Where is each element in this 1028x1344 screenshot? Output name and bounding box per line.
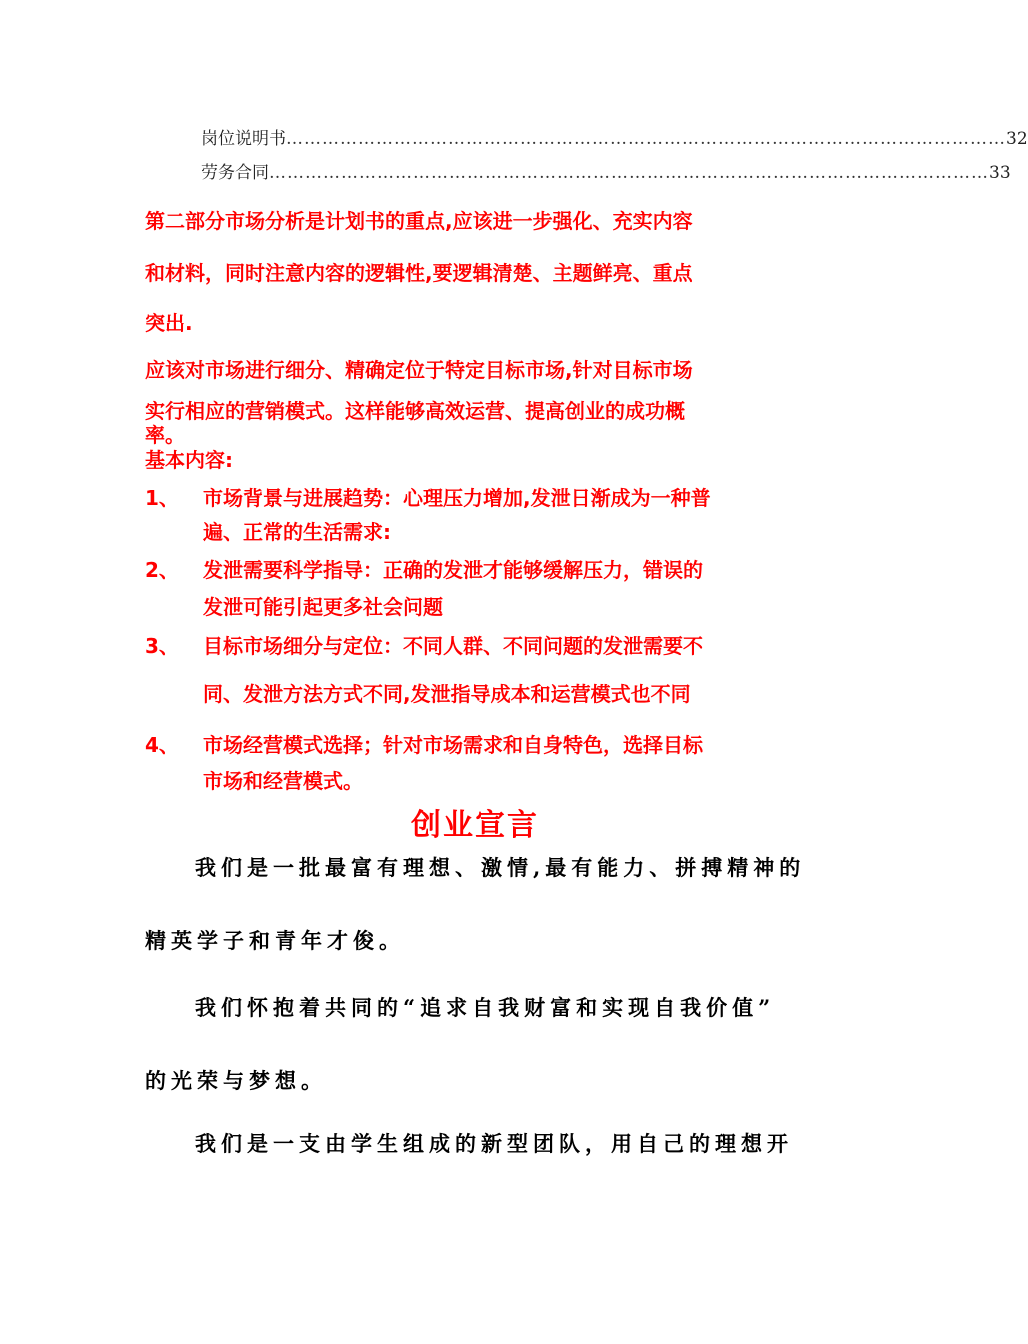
toc-leader-dots: ………………………………………………………………………………………………………… bbox=[286, 129, 1006, 149]
toc-entry-label: 劳务合同 bbox=[201, 163, 269, 183]
segment-line: 率。 bbox=[145, 423, 185, 447]
item-number: 4、 bbox=[145, 733, 179, 757]
toc-leader-dots: ………………………………………………………………………………………………………… bbox=[269, 163, 989, 183]
declaration-line: 精英学子和青年才俊。 bbox=[145, 928, 405, 953]
segment-line: 实行相应的营销模式。这样能够高效运营、提高创业的成功概 bbox=[145, 399, 685, 423]
toc-entry-page: 32 bbox=[1006, 129, 1028, 149]
item-line: 发泄可能引起更多社会问题 bbox=[203, 595, 443, 619]
item-line: 发泄需要科学指导：正确的发泄才能够缓解压力，错误的 bbox=[203, 558, 703, 582]
toc-entry-page: 33 bbox=[989, 163, 1011, 183]
note-line: 第二部分市场分析是计划书的重点,应该进一步强化、充实内容 bbox=[145, 209, 693, 233]
declaration-title: 创业宣言 bbox=[411, 808, 539, 843]
item-number: 2、 bbox=[145, 558, 179, 582]
item-line: 同、发泄方法方式不同,发泄指导成本和运营模式也不同 bbox=[203, 682, 691, 706]
segment-line: 应该对市场进行细分、精确定位于特定目标市场,针对目标市场 bbox=[145, 358, 693, 382]
toc-entry-label: 岗位说明书 bbox=[201, 129, 286, 149]
item-line: 市场经营模式选择；针对市场需求和自身特色，选择目标 bbox=[203, 733, 703, 757]
declaration-line: 我们怀抱着共同的“追求自我财富和实现自我价值” bbox=[195, 995, 776, 1020]
declaration-line: 的光荣与梦想。 bbox=[145, 1068, 327, 1093]
declaration-line: 我们是一支由学生组成的新型团队，用自己的理想开 bbox=[195, 1131, 793, 1156]
note-line: 突出. bbox=[145, 311, 193, 335]
item-line: 目标市场细分与定位：不同人群、不同问题的发泄需要不 bbox=[203, 634, 703, 658]
item-number: 1、 bbox=[145, 486, 179, 510]
note-line: 和材料，同时注意内容的逻辑性,要逻辑清楚、主题鲜亮、重点 bbox=[145, 261, 693, 285]
toc-entry bbox=[201, 124, 1028, 150]
item-line: 市场背景与进展趋势：心理压力增加,发泄日渐成为一种普 bbox=[203, 486, 711, 510]
item-line: 遍、正常的生活需求: bbox=[203, 520, 391, 544]
declaration-line: 我们是一批最富有理想、激情,最有能力、拼搏精神的 bbox=[195, 855, 806, 880]
item-line: 市场和经营模式。 bbox=[203, 769, 363, 793]
item-number: 3、 bbox=[145, 634, 179, 658]
basic-content-heading: 基本内容: bbox=[145, 448, 233, 472]
toc-entry bbox=[201, 158, 1011, 184]
